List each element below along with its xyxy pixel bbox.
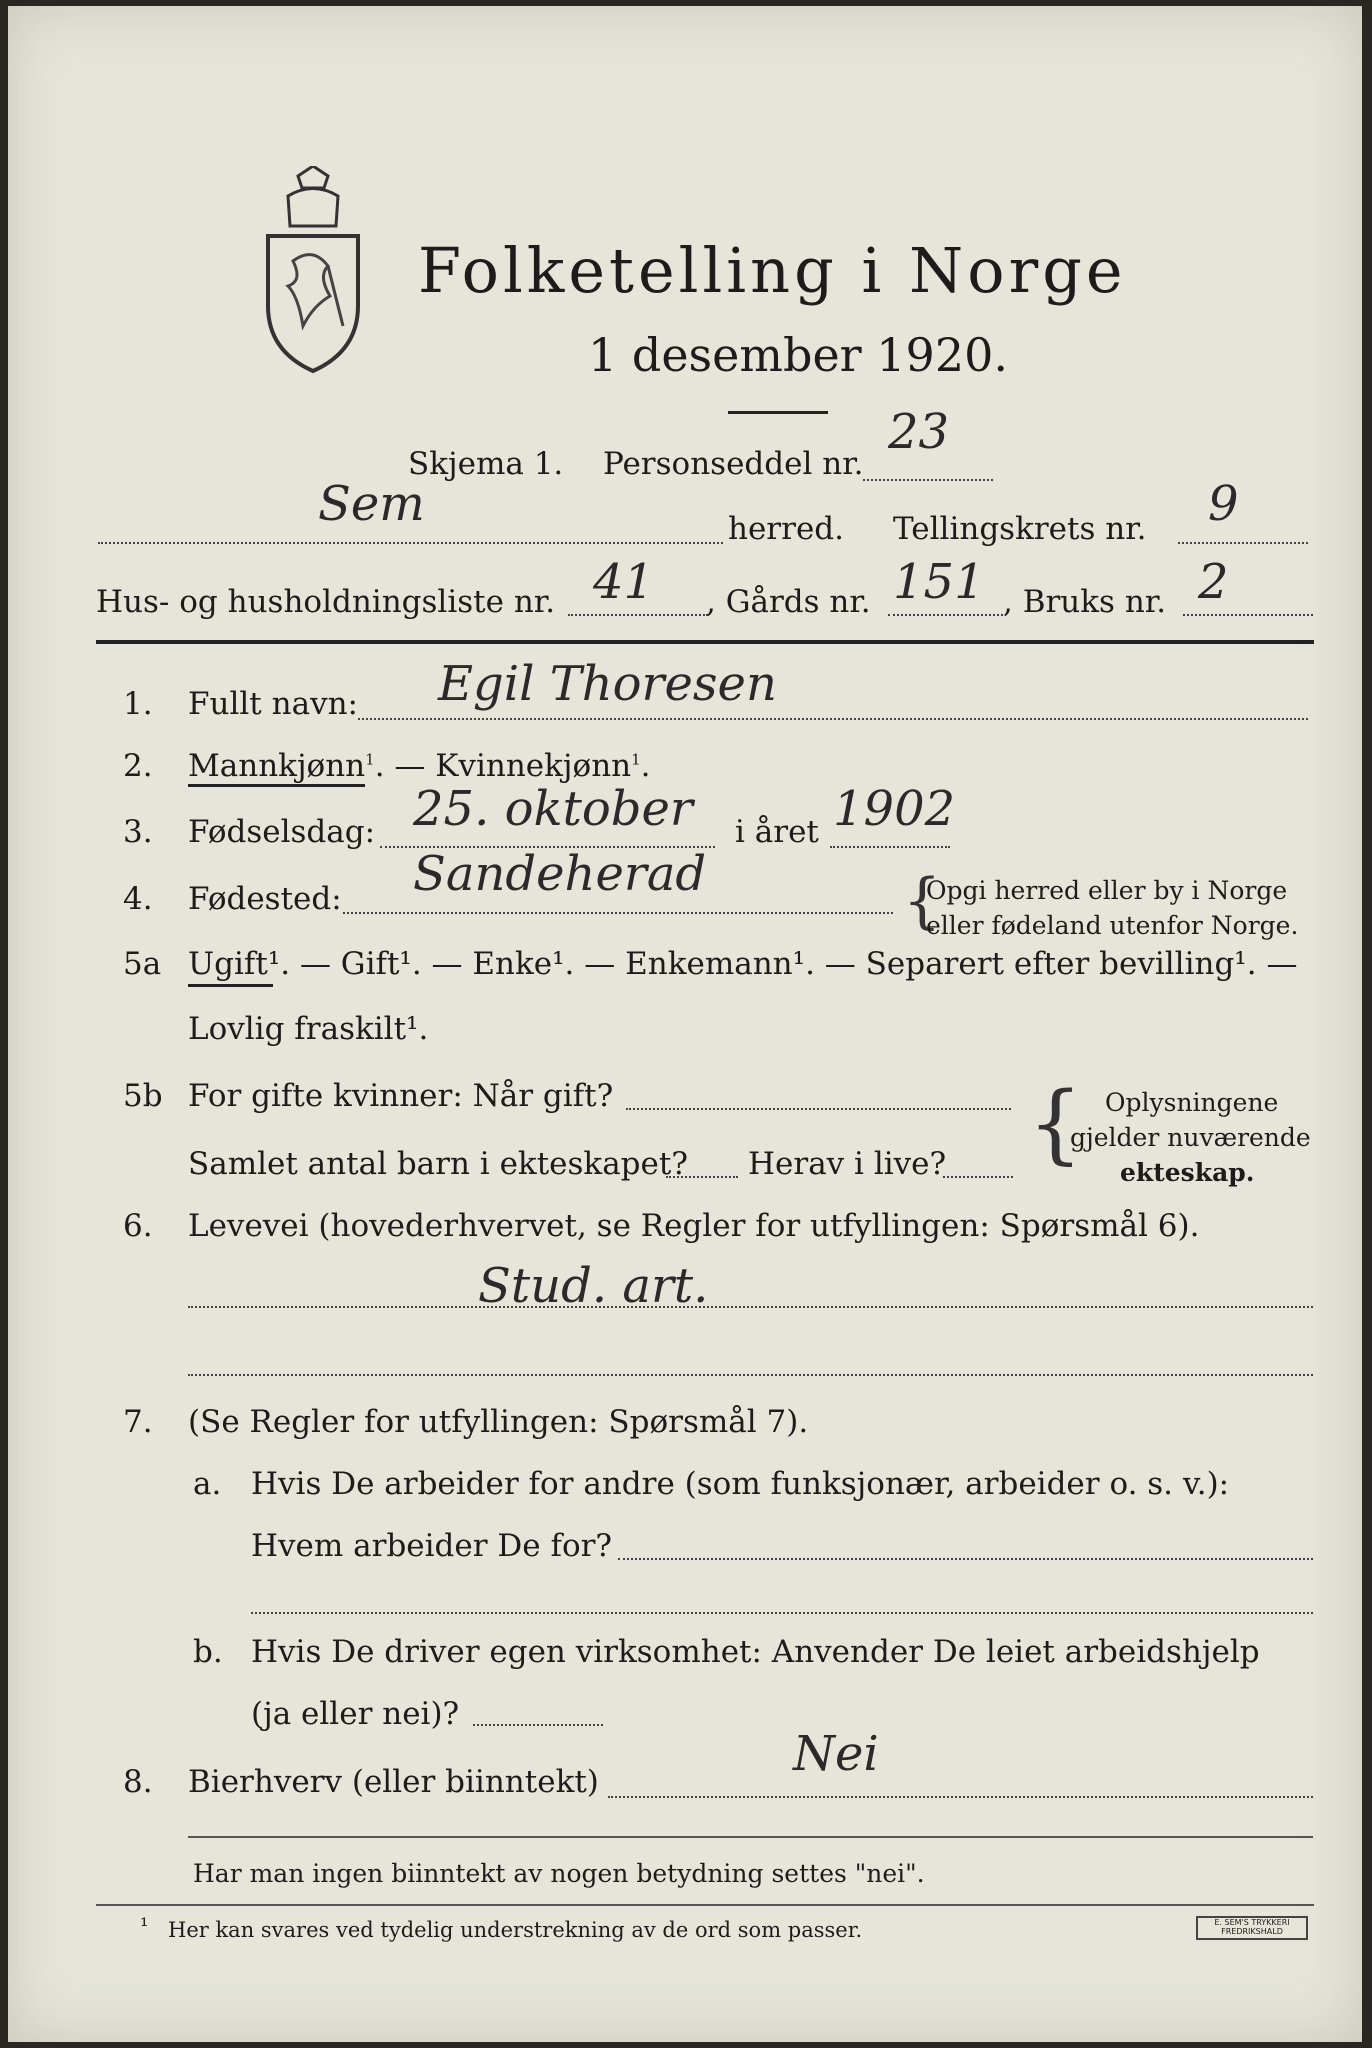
- printer-stamp: E. SEM'S TRYKKERI FREDRIKSHALD: [1196, 1916, 1308, 1940]
- title-rule: [728, 411, 828, 414]
- herred-field-line: [98, 542, 723, 544]
- q5a-option-fraskilt[interactable]: Lovlig fraskilt¹.: [188, 1011, 429, 1047]
- q8-field-line: [608, 1796, 1313, 1798]
- hus-field-line: [568, 614, 708, 616]
- hus-label: Hus- og husholdningsliste nr.: [96, 584, 556, 620]
- q4-note-line2: eller fødeland utenfor Norge.: [926, 911, 1299, 940]
- q1-full-name-value[interactable]: Egil Thoresen: [438, 656, 777, 712]
- section-divider: [96, 640, 1314, 644]
- gards-label: , Gårds nr.: [706, 584, 871, 620]
- q2-options: Mannkjønn$^1$. — Kvinnekjønn$^1$.: [188, 748, 651, 784]
- q7-label: (Se Regler for utfyllingen: Spørsmål 7).: [188, 1404, 809, 1440]
- bruks-field-line: [1183, 614, 1313, 616]
- q7a-employer-field-line: [618, 1558, 1313, 1560]
- q3-year-label: i året: [735, 814, 819, 850]
- q5b-label-married: For gifte kvinner: Når gift?: [188, 1078, 614, 1114]
- q4-brace: {: [903, 866, 942, 936]
- q2-separator: . —: [374, 748, 436, 784]
- q1-label: Fullt navn:: [188, 686, 358, 722]
- tellingskrets-value[interactable]: 9: [1208, 476, 1239, 532]
- q5b-alive-field-line: [943, 1176, 1013, 1178]
- q7a-employer-field-line-2: [251, 1612, 1313, 1614]
- q5b-note-line1: Oplysningene: [1105, 1088, 1279, 1117]
- q5a-ugift-underline: [188, 984, 273, 987]
- footnote-text: Her kan svares ved tydelig understrekning av de ord som passer.: [168, 1918, 863, 1942]
- q4-label: Fødested:: [188, 881, 342, 917]
- personseddel-field-line: [863, 479, 993, 481]
- census-form-sheet: [8, 6, 1362, 2042]
- q6-label: Levevei (hovederhvervet, se Regler for utfyllingen: Spørsmål 6).: [188, 1208, 1200, 1244]
- gards-field-line: [888, 614, 1003, 616]
- q7a-employer-label: Hvem arbeider De for?: [251, 1528, 613, 1564]
- q6-occupation-value[interactable]: Stud. art.: [478, 1258, 709, 1314]
- q4-field-line: [343, 912, 893, 914]
- q5b-label-children: Samlet antal barn i ekteskapet?: [188, 1146, 688, 1182]
- tellingskrets-field-line: [1178, 542, 1308, 544]
- q1-field-line: [358, 718, 1308, 720]
- herred-value[interactable]: Sem: [318, 476, 425, 532]
- q3-year-field-line: [830, 846, 950, 848]
- q6-field-line-2: [188, 1374, 1313, 1376]
- q7b-answer-label: (ja eller nei)?: [251, 1696, 460, 1732]
- q5b-note-line2: gjelder nuværende: [1070, 1123, 1311, 1152]
- footnote-mark: ¹: [140, 1914, 149, 1938]
- q8-side-income-value[interactable]: Nei: [793, 1726, 879, 1782]
- q5b-label-alive: Herav i live?: [748, 1146, 947, 1182]
- form-date: 1 desember 1920.: [588, 328, 1008, 382]
- q4-birthplace-value[interactable]: Sandeherad: [413, 846, 707, 902]
- q1-number: 1.: [123, 686, 153, 722]
- q5a-number: 5a: [123, 946, 162, 982]
- herred-label: herred.: [728, 511, 844, 547]
- q2-end: .: [640, 748, 651, 784]
- skjema-label: Skjema 1.: [408, 446, 564, 482]
- q5b-married-field-line: [626, 1108, 1011, 1110]
- q6-number: 6.: [123, 1208, 153, 1244]
- personseddel-value[interactable]: 23: [888, 404, 950, 460]
- q3-label: Fødselsdag:: [188, 814, 376, 850]
- q7-number: 7.: [123, 1404, 153, 1440]
- q5b-children-field-line: [666, 1176, 738, 1178]
- nei-note: Har man ingen biinntekt av nogen betydning settes "nei".: [193, 1859, 925, 1888]
- q5a-options[interactable]: Ugift¹. — Gift¹. — Enke¹. — Enkemann¹. — Separert efter bevilling¹. —: [188, 946, 1298, 982]
- q7b-answer-field-line: [473, 1724, 603, 1726]
- q3-number: 3.: [123, 814, 153, 850]
- bruks-label: , Bruks nr.: [1003, 584, 1167, 620]
- male-option[interactable]: Mannkjønn: [188, 748, 365, 787]
- nei-note-rule: [188, 1836, 1313, 1838]
- q5b-brace: {: [1028, 1074, 1083, 1174]
- personseddel-label: Personseddel nr.: [603, 446, 864, 482]
- tellingskrets-label: Tellingskrets nr.: [893, 511, 1147, 547]
- q7a-question: Hvis De arbeider for andre (som funksjonær, arbeider o. s. v.):: [251, 1466, 1230, 1502]
- bruks-value[interactable]: 2: [1198, 554, 1229, 610]
- q4-number: 4.: [123, 881, 153, 917]
- q5b-number: 5b: [123, 1078, 163, 1114]
- q8-label: Bierhverv (eller biinntekt): [188, 1764, 599, 1800]
- q7a-letter: a.: [193, 1466, 222, 1502]
- gards-value[interactable]: 151: [893, 554, 985, 610]
- q5b-note-line3: ekteskap.: [1120, 1158, 1255, 1187]
- footnote-rule: [96, 1904, 1314, 1906]
- q7b-question: Hvis De driver egen virksomhet: Anvender De leiet arbeidshjelp: [251, 1634, 1260, 1670]
- q6-field-line-1: [188, 1306, 1313, 1308]
- q3-year-value[interactable]: 1902: [833, 781, 956, 837]
- q8-number: 8.: [123, 1764, 153, 1800]
- q3-birthdate-value[interactable]: 25. oktober: [413, 781, 693, 837]
- form-title: Folketelling i Norge: [418, 234, 1127, 307]
- coat-of-arms-icon: [258, 166, 368, 380]
- hus-value[interactable]: 41: [593, 554, 655, 610]
- q7b-letter: b.: [193, 1634, 223, 1670]
- q2-number: 2.: [123, 748, 153, 784]
- q4-note-line1: Opgi herred eller by i Norge: [926, 876, 1288, 905]
- female-option[interactable]: Kvinnekjønn: [435, 748, 632, 784]
